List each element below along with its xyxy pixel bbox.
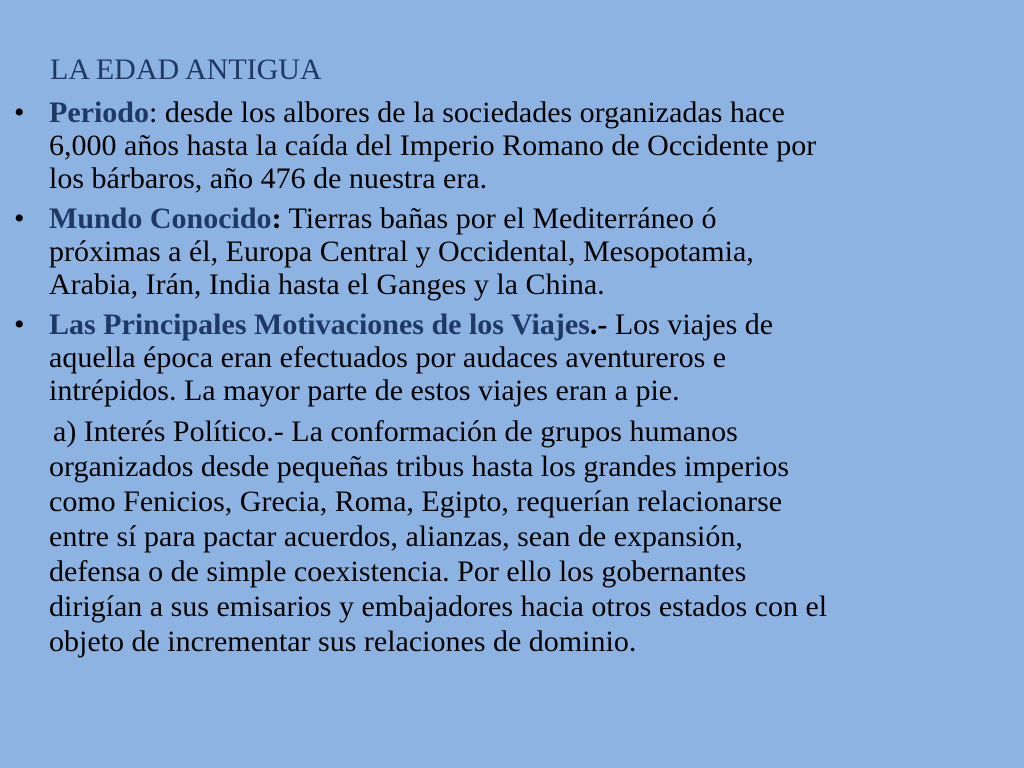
bullet-line: los bárbaros, año 476 de nuestra era. [49,162,488,195]
bullet-line [49,202,1014,235]
paragraph-line: objeto de incrementar sus relaciones de dominio. [49,625,637,658]
bullet-term: Las Principales Motivaciones de los Viajes [49,308,590,341]
bullet-line: próximas a él, Europa Central y Occidental, Mesopotamia, [49,235,754,268]
paragraph-line: como Fenicios, Grecia, Roma, Egipto, requerían relacionarse [49,485,783,518]
paragraph-line: organizados desde pequeñas tribus hasta los grandes imperios [49,450,790,483]
bullet-term: Mundo Conocido [49,202,272,235]
paragraph-line: a) Interés Político.- La conformación de grupos humanos [53,415,738,448]
bullet-line: intrépidos. La mayor parte de estos viajes eran a pie. [49,374,680,407]
paragraph-interes-politico [14,414,1014,659]
bullet-mundo-conocido [14,202,1014,301]
paragraph-line: dirigían a sus emisarios y embajadores hacia otros estados con el [49,590,828,623]
bullet-line: 6,000 años hasta la caída del Imperio Romano de Occidente por [49,129,817,162]
bullet-marker: • [14,202,25,235]
paragraph-line: defensa o de simple coexistencia. Por ello los gobernantes [49,555,747,588]
paragraph-line: entre sí para pactar acuerdos, alianzas, sean de expansión, [49,520,743,553]
bullet-motivaciones [14,308,1014,407]
bullet-text: Tierras bañas por el Mediterráneo ó [281,202,717,235]
slide-content [14,96,1014,659]
bullet-line [49,96,1014,129]
bullet-periodo [14,96,1014,195]
bullet-line [49,308,1014,341]
bullet-marker: • [14,308,25,341]
slide-title: LA EDAD ANTIGUA [50,53,322,86]
bullet-separator: : [271,202,282,235]
bullet-separator: .- [589,308,608,341]
bullet-marker: • [14,96,25,129]
bullet-term: Periodo [49,96,149,129]
bullet-line: Arabia, Irán, India hasta el Ganges y la China. [49,268,605,301]
bullet-separator: : [148,96,158,129]
bullet-text: Los viajes de [607,308,774,341]
bullet-line: aquella época eran efectuados por audaces aventureros e [49,341,727,374]
bullet-text: desde los albores de la sociedades organizadas hace [157,96,785,129]
